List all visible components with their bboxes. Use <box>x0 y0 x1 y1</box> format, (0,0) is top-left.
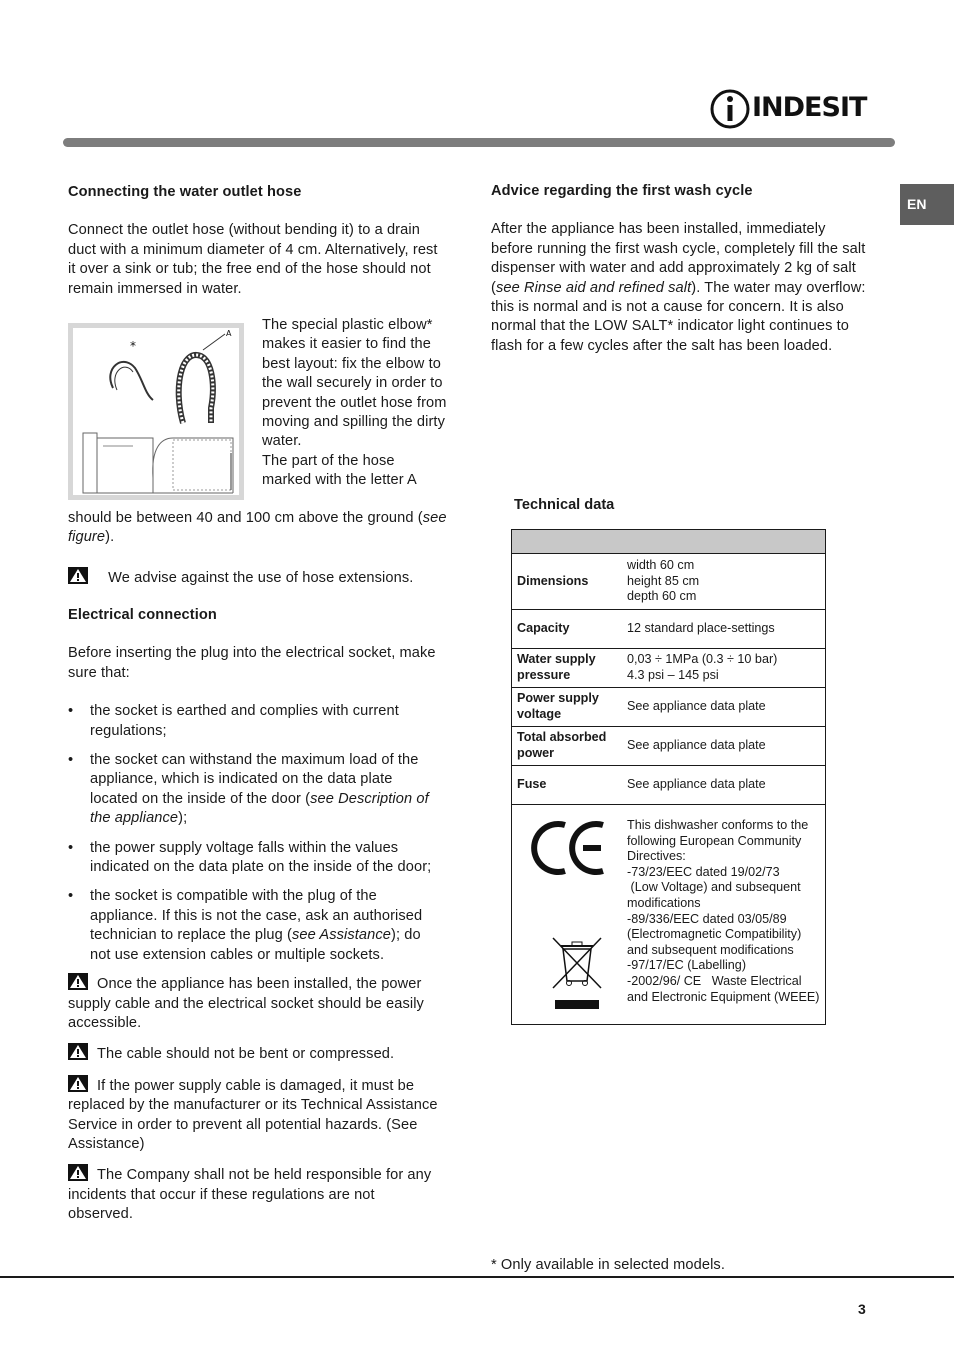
list-item-italic: see Assistance <box>291 927 391 944</box>
brand-name: INDESIT <box>752 92 867 123</box>
warning-icon <box>68 1043 88 1060</box>
conformity-row <box>512 805 826 1025</box>
figure-caption-continued <box>68 509 448 548</box>
warning-note <box>68 973 440 1033</box>
figure-caption-text: The special plastic elbow* makes it easier to find the best layout: fix the elbow to the wall securely in order to prevent the outlet hose from moving and spilling the dirty water. <box>262 317 447 450</box>
warning-note <box>68 1164 440 1224</box>
elbow-star-label: * <box>130 339 136 353</box>
footer-rule <box>0 1276 954 1278</box>
list-item-italic: see Description of the appliance <box>90 790 429 827</box>
tech-heading: Technical data <box>514 497 615 513</box>
dimension-width: width 60 cm <box>627 558 695 573</box>
list-item-text: the socket is compatible with the plug of the appliance. If this is not the case, ask an authorised technician to replace the plug ( <box>90 888 423 944</box>
figure-caption-cont-end: ). <box>105 529 115 546</box>
outlet-heading: Connecting the water outlet hose <box>68 184 302 200</box>
row-label: Capacity <box>512 610 623 649</box>
advice-heading: Advice regarding the first wash cycle <box>491 183 753 199</box>
warning-icon <box>68 1164 88 1181</box>
advice-section <box>491 182 867 356</box>
row-label: Water supply pressure <box>512 649 623 688</box>
weee-bin-icon <box>553 938 601 1009</box>
advice-text-end: ). The water may overflow: this is normal and is not a cause for concern. It is also normal that the LOW SALT* indicator light continues to flash for a few cycles after the salt has been loaded. <box>491 279 866 354</box>
warning-icon <box>68 1075 88 1092</box>
warning-icon <box>68 567 88 584</box>
electrical-heading: Electrical connection <box>68 607 217 623</box>
advice-italic: see Rinse aid and refined salt <box>495 279 692 296</box>
table-row <box>512 649 826 688</box>
page-number: 3 <box>858 1301 866 1317</box>
figure-caption <box>262 316 448 491</box>
list-item-text-end: ); do not use extension cables or multiple sockets. <box>90 927 421 963</box>
advice-text: After the appliance has been installed, immediately before running the first wash cycle, completely fill the salt dispenser with water and add approximately 2 kg of salt ( <box>491 221 866 296</box>
pressure-psi: 4.3 psi – 145 psi <box>627 668 719 682</box>
conformity-text <box>622 805 826 1025</box>
row-label: Total absorbed power <box>512 727 623 766</box>
row-label: Power supply voltage <box>512 688 623 727</box>
conformity-line: -73/23/EEC dated 19/02/73 <box>627 864 780 879</box>
conformity-line: -89/336/EEC dated 03/05/89 (Electromagnetic Compatibility) and subsequent modifications <box>627 911 802 957</box>
table-row <box>512 688 826 727</box>
row-value: 12 standard place-settings <box>622 610 826 649</box>
list-item <box>68 751 440 829</box>
warning-note-text: Once the appliance has been installed, the power supply cable and the electrical socket should be easily accessible. <box>68 976 424 1031</box>
marks-graphic <box>517 813 617 1013</box>
conformity-marks <box>512 805 623 1025</box>
row-value: See appliance data plate <box>622 766 826 805</box>
header-bar <box>63 138 895 147</box>
row-label: Dimensions <box>512 554 623 610</box>
indesit-logo-icon <box>708 88 752 130</box>
warning-note <box>68 1043 440 1064</box>
figure-caption-cont-italic: see figure <box>68 510 447 546</box>
hose-diagram <box>73 328 239 495</box>
list-item-text-end: ); <box>178 810 188 827</box>
row-value <box>622 649 826 688</box>
indesit-logo <box>708 88 867 130</box>
advice-paragraph <box>491 220 867 356</box>
outlet-paragraph: Connect the outlet hose (without bending it) to a drain duct with a minimum diameter of 4 cm. Alternatively, rest it over a sink or tub; the free end of the hose should not remain immersed in water. <box>68 222 438 297</box>
dimension-height: height 85 cm <box>627 573 700 588</box>
electrical-intro: Before inserting the plug into the electrical socket, make sure that: <box>68 645 436 681</box>
warning-note-text: The Company shall not be held responsible for any incidents that occur if these regulations are not observed. <box>68 1167 432 1223</box>
electrical-checklist <box>68 702 440 965</box>
table-row <box>512 610 826 649</box>
row-value: See appliance data plate <box>622 688 826 727</box>
table-header-row <box>512 530 826 554</box>
warning-icon <box>68 973 88 990</box>
warning-note-text: The cable should not be bent or compressed. <box>97 1046 395 1063</box>
language-tab: EN <box>900 184 954 225</box>
hose-warning <box>68 567 448 588</box>
hose-warning-text: We advise against the use of hose extensions. <box>108 570 414 586</box>
table-row <box>512 554 826 610</box>
figure-caption-text-2: The part of the hose marked with the letter A <box>262 452 417 489</box>
conformity-line: -97/17/EC (Labelling) <box>627 958 747 973</box>
list-item: • the socket is earthed and complies with current regulations; <box>68 702 440 741</box>
table-row <box>512 727 826 766</box>
electrical-section <box>68 606 440 1225</box>
conformity-line: This dishwasher conforms to the following European Community Directives: <box>627 818 809 864</box>
hose-figure <box>68 323 244 500</box>
technical-data-table <box>511 529 826 1025</box>
list-item: • the power supply voltage falls within the values indicated on the data plate on the inside of the door; <box>68 839 440 878</box>
table-row <box>512 766 826 805</box>
row-label: Fuse <box>512 766 623 805</box>
hose-a-label: A <box>226 329 232 338</box>
row-value: See appliance data plate <box>622 727 826 766</box>
conformity-line: -2002/96/ CE Waste Electrical and Electronic Equipment (WEEE) <box>627 973 820 1004</box>
warning-note <box>68 1075 440 1155</box>
figure-caption-cont: should be between 40 and 100 cm above the ground ( <box>68 510 423 526</box>
warning-note-text: If the power supply cable is damaged, it must be replaced by the manufacturer or its Technical Assistance Service in order to prevent all potential hazards. (See Assistance) <box>68 1077 438 1152</box>
row-value <box>622 554 826 610</box>
outlet-section <box>68 183 448 299</box>
conformity-line: (Low Voltage) and subsequent modifications <box>627 880 805 910</box>
list-item <box>68 887 440 965</box>
list-item-text: the socket can withstand the maximum load of the appliance, which is indicated on the data plate located on the inside of the door ( <box>90 752 419 807</box>
dimension-depth: depth 60 cm <box>627 589 697 604</box>
pressure-mpa: 0,03 ÷ 1MPa (0.3 ÷ 10 bar) <box>627 652 778 667</box>
footnote: * Only available in selected models. <box>491 1257 725 1273</box>
